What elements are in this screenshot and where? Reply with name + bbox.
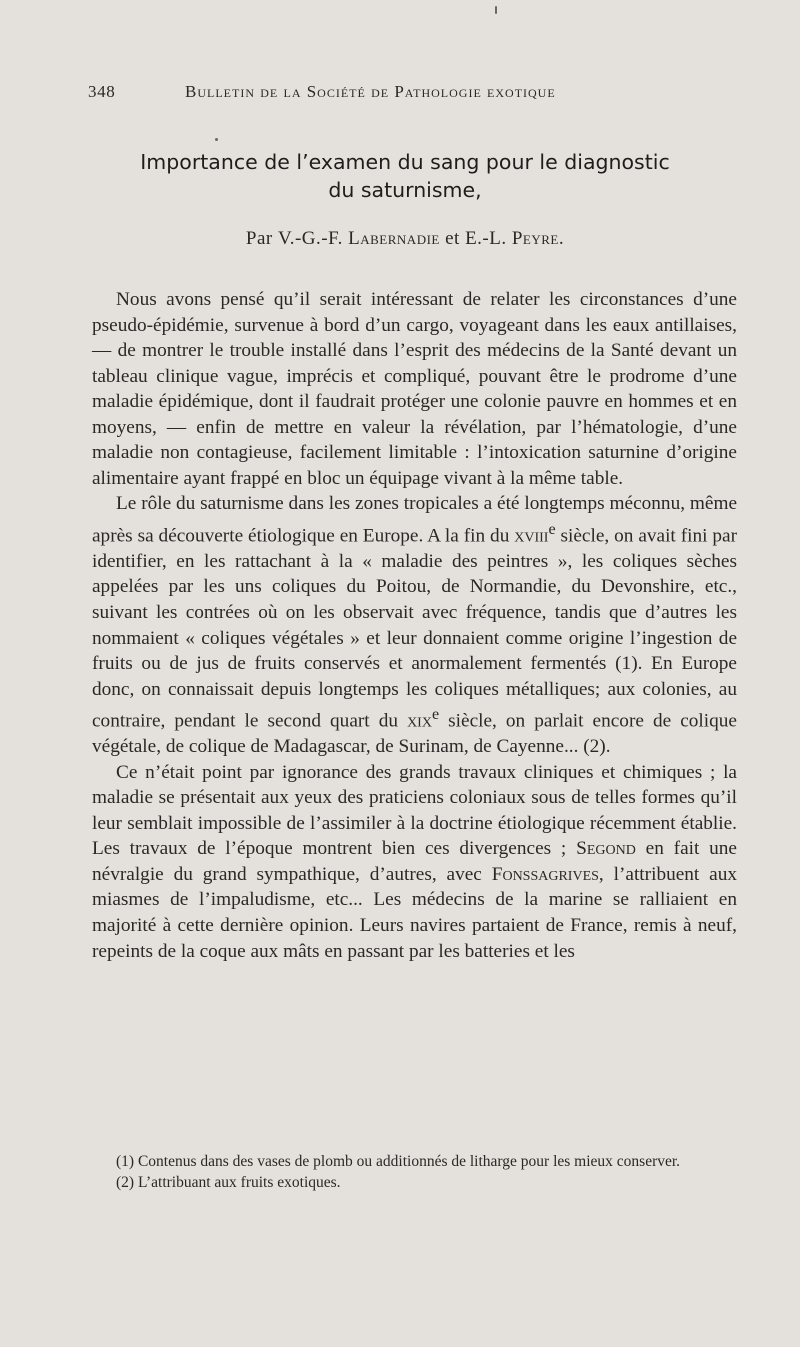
paragraph-3-text-a: Ce n’était point par ignorance des grands travaux cliniques et chimiques ; la maladie se présentait aux yeux des praticiens coloniaux sous de telles formes qu’il leur semblait impossible de l’assimiler à la doctrine étiologique récemment établie. Les travaux de l’époque montrent bien ces divergences ; (92, 761, 737, 860)
paragraph-1: Nous avons pensé qu’il serait intéressant de relater les circonstances d’une pseudo-épidémie, survenue à bord d’un cargo, voyageant dans les eaux antillaises, — de montrer le trouble installé dans l’esprit des médecins de la Santé devant un tableau clinique vague, imprécis et compliqué, pouvant être le prodrome d’une maladie épidémique, dont il faudrait protéger une colonie pauvre en hommes et en moyens, — enfin de mettre en valeur la révélation, par l’hématologie, d’une maladie non contagieuse, facilement limitable : l’intoxication saturnine d’origine alimentaire ayant frappé en bloc un équipage vivant à la même table. (92, 289, 737, 489)
author-1: V.-G.-F. Labernadie (277, 228, 440, 249)
paragraph-2 (92, 491, 737, 759)
superscript-e: e (431, 706, 440, 724)
byline-joiner: et (445, 228, 460, 249)
footnote-1: (1) Contenus dans des vases de plomb ou additionnés de litharge pour les mieux conserver. (116, 1153, 681, 1170)
byline-prefix: Par (245, 228, 273, 249)
footnotes (92, 1151, 737, 1193)
paragraph-2-text-b: siècle, on avait fini par identifier, en les rattachant à la « maladie des peintres », les coliques sèches appelées par les uns coliques du Poitou, de Normandie, du Devonshire, etc., suivant les contrées où on les observait avec fréquence, tandis que d’autres les nommaient « coliques végétales » et leur donnaient comme origine l’ingestion de fruits ou de jus de fruits conservés et anormalement fermentés (1). En Europe donc, on connaissait depuis longtemps les coliques métalliques; aux colonies, au contraire, pendant le second quart du (92, 525, 738, 732)
footnote-2: (2) L’attribuant aux fruits exotiques. (116, 1174, 341, 1191)
author-2: E.-L. Peyre. (465, 228, 565, 249)
paragraph-2-text-c: siècle, on parlait encore de colique végétale, de colique de Madagascar, de Surinam, de Cayenne... (2). (92, 710, 737, 758)
journal-title: Bulletin de la Société de Pathologie exotique (185, 82, 556, 101)
paragraph-2-text-a: Le rôle du saturnisme dans les zones tropicales a été longtemps méconnu, même après sa découverte étiologique en Europe. A la fin du (92, 493, 737, 547)
print-speck (215, 138, 218, 141)
article-title (100, 148, 710, 204)
print-speck (495, 6, 497, 14)
article-body (92, 287, 737, 964)
name-segond: Segond (576, 838, 636, 860)
superscript-e: e (548, 520, 556, 538)
paragraph-3 (92, 760, 737, 964)
name-fonssagrives: Fonssagrives (491, 863, 599, 885)
century-19: xix (407, 710, 432, 732)
title-line-1: Importance de l’examen du sang pour le diagnostic (140, 150, 670, 174)
century-18: xviii (514, 525, 549, 547)
page-number: 348 (88, 82, 116, 101)
author-byline (100, 228, 710, 250)
title-line-2: du saturnisme, (328, 178, 482, 202)
running-head (88, 82, 738, 106)
paragraph-3-text-c: , l’attribuent aux miasmes de l’impaludisme, etc... Les médecins de la marine se ralliaient en majorité à cette dernière opinion. Leurs navires partaient de France, remis à neuf, repeints de la coque aux mâts en passant par les batteries et les (92, 863, 737, 962)
paragraph-3-text-b: en fait une névralgie du grand sympathique, d’autres, avec (92, 838, 737, 885)
